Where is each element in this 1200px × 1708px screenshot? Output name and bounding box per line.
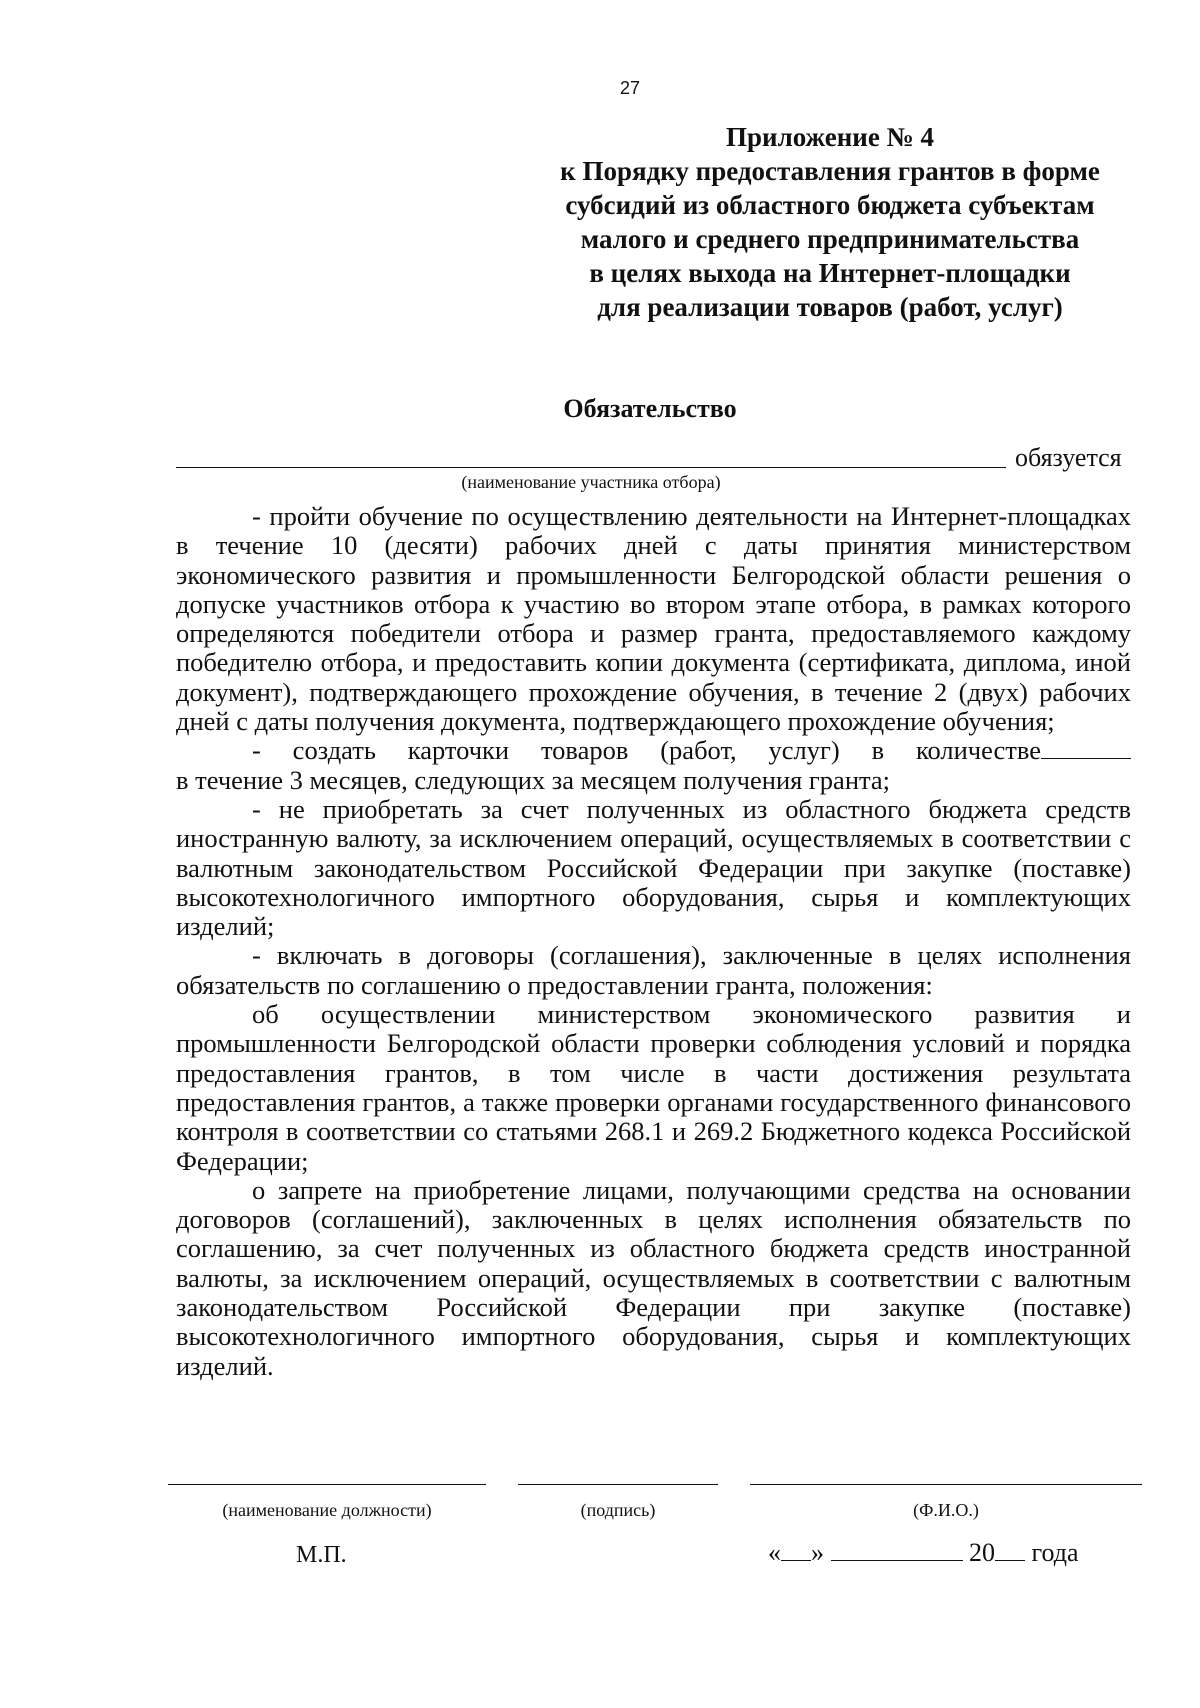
page-number: 27 [619,78,641,98]
signature-caption: (подпись) [580,1500,656,1520]
quantity-blank [1041,736,1131,759]
appendix-line: в целях выхода на Интернет-площадки [589,258,1071,288]
obligation-cards-start [176,736,1131,765]
month-blank [831,1540,963,1561]
obligation-currency: - не приобретать за счет полученных из областного бюджета средств иностранную валюту, за исключением операций, осуществляемых в соответствии с валютным законодательством Российской Федерации при закупке (поставке) высокотехнологичного импортного оборудования, сырья и комплектующих изделий; [176,793,1131,942]
appendix-line: Приложение № 4 [726,122,934,152]
appendix-line: к Порядку предоставления грантов в форме [560,156,1100,186]
provision-currency-ban: о запрете на приобретение лицами, получающими средства на основании договоров (соглашений), заключенных в целях исполнения обязательств по соглашению, за счет полученных из областного бюджета средств иностранной валюты, за исключением операций, осуществляемых в соответствии с валютным законодательством Российской Федерации при закупке (поставке) высокотехнологичного импортного оборудования, сырья и комплектующих изделий. [176,1174,1131,1381]
day-blank [781,1540,811,1561]
appendix-line: субсидий из областного бюджета субъектам [565,190,1095,220]
provision-inspection: об осуществлении министерством экономического развития и промышленности Белгородской области проверки соблюдения условий и порядка предоставления грантов, в том числе в части достижения результата предоставления грантов, а также проверки органами государственного финансового контроля в соответствии со статьями 268.1 и 269.2 Бюджетного кодекса Российской Федерации; [176,999,1131,1176]
position-line [168,1484,486,1485]
document-title: Обязательство [563,394,737,423]
year-suffix: года [1031,1538,1079,1567]
date-field [768,1538,1079,1568]
appendix-header [530,120,1130,324]
appendix-line: для реализации товаров (работ, услуг) [597,292,1063,322]
signature-line [518,1484,718,1485]
appendix-line: малого и среднего предпринимательства [580,224,1080,254]
obligations-body [176,502,1131,1381]
obligation-training: - пройти обучение по осуществлению деятельности на Интернет-площадках в течение 10 (десяти) рабочих дней с даты принятия министерством экономического развития и промышленности Белгородской области решения о допуске участников отбора к участию во втором этапе отбора, в рамках которого определяются победители отбора и размер гранта, предоставляемого каждому победителю отбора, и предоставить копии документа (сертификата, диплома, иной документ), подтверждающего прохождение обучения, в течение 2 (двух) рабочих дней с даты получения документа, подтверждающего прохождение обучения; [176,501,1131,737]
full-name-line [750,1484,1142,1485]
full-name-caption: (Ф.И.О.) [913,1500,979,1520]
date-open-quote: « [768,1538,781,1567]
year-prefix: 20 [969,1538,995,1567]
year-blank [995,1540,1025,1561]
obligation-cards-text: - создать карточки товаров (работ, услуг) в количестве [252,735,1041,766]
stamp-placeholder: М.П. [296,1542,347,1568]
obligation-cards-end: в течение 3 месяцев, следующих за месяцем получения гранта; [176,764,891,795]
position-caption: (наименование должности) [222,1500,432,1520]
participant-name-caption: (наименование участника отбора) [461,472,721,492]
participant-name-line [176,467,1006,468]
date-close-quote: » [811,1538,824,1567]
obligation-contracts: - включать в договоры (соглашения), заключенные в целях исполнения обязательств по соглашению о предоставлении гранта, положения: [176,940,1131,1000]
obliges-word: обязуется [1015,443,1122,472]
